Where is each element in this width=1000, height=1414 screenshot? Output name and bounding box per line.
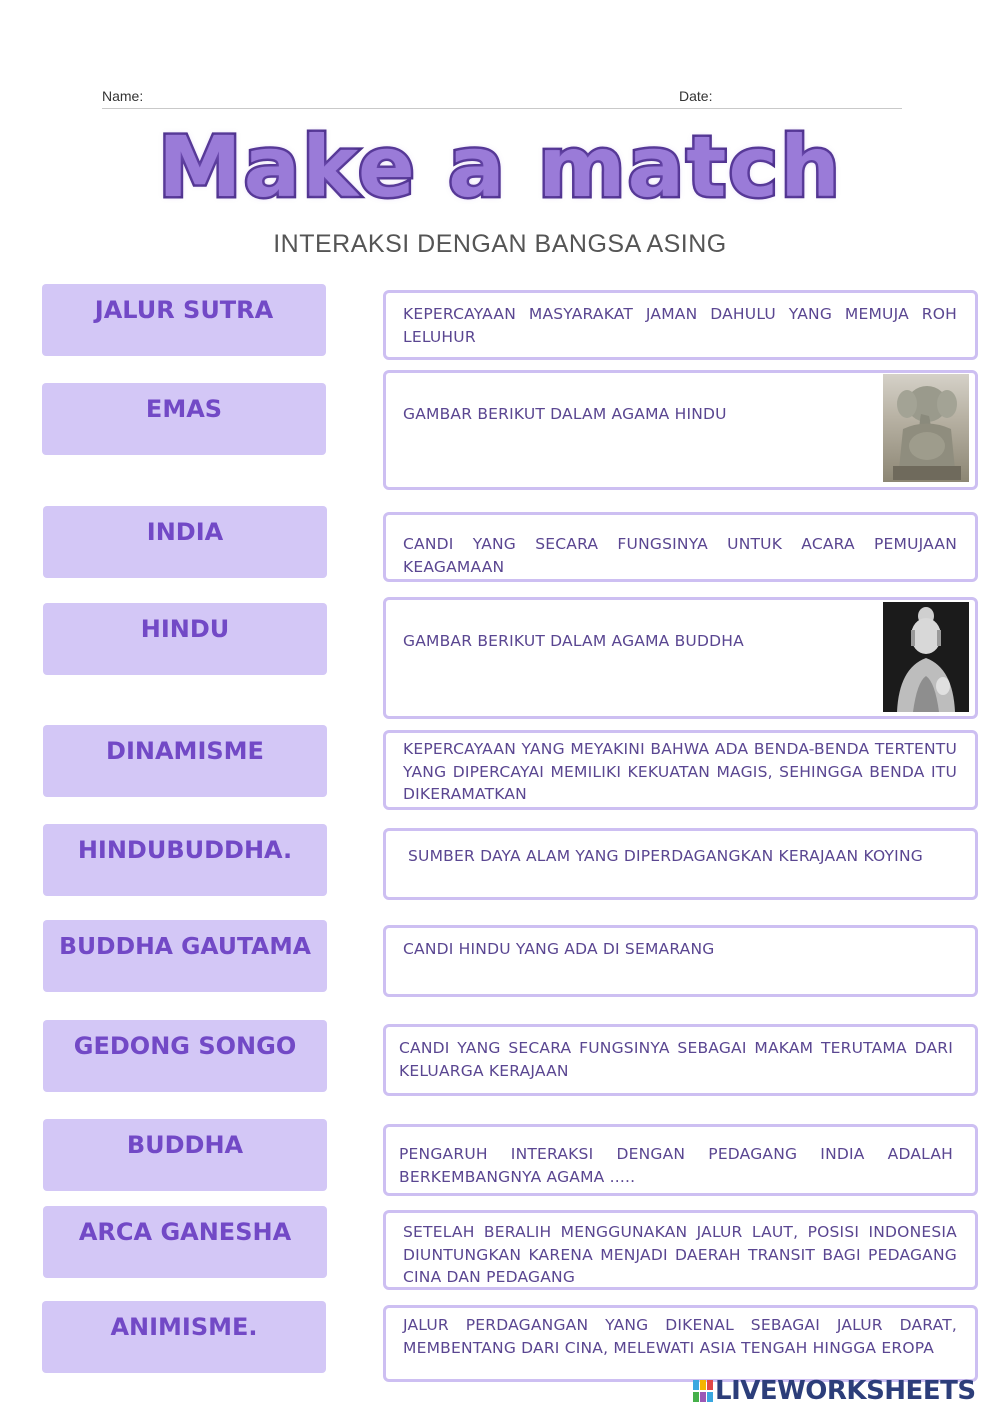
definition-text: PENGARUH INTERAKSI DENGAN PEDAGANG INDIA ADALAH BERKEMBANGNYA AGAMA ..... <box>399 1145 953 1186</box>
term-box-arca-ganesha[interactable]: ARCA GANESHA <box>43 1206 327 1278</box>
definition-box-1[interactable] <box>383 290 978 360</box>
definition-text: KEPERCAYAAN MASYARAKAT JAMAN DAHULU YANG MEMUJA ROH LELUHUR <box>403 305 957 346</box>
page-title: Make a match <box>158 118 842 216</box>
definition-box-7[interactable] <box>383 925 978 997</box>
term-box-gedong-songo[interactable]: GEDONG SONGO <box>43 1020 327 1092</box>
ganesha-statue-image <box>883 374 969 482</box>
liveworksheets-watermark <box>693 1376 993 1406</box>
header-line <box>102 108 902 109</box>
term-box-buddha[interactable]: BUDDHA <box>43 1119 327 1191</box>
definition-box-3[interactable] <box>383 512 978 582</box>
term-box-dinamisme[interactable]: DINAMISME <box>43 725 327 797</box>
buddha-statue-image <box>883 602 969 712</box>
term-box-jalur-sutra[interactable]: JALUR SUTRA <box>42 284 326 356</box>
definition-text: CANDI YANG SECARA FUNGSINYA SEBAGAI MAKAM TERUTAMA DARI KELUARGA KERAJAAN <box>399 1039 953 1080</box>
term-box-india[interactable]: INDIA <box>43 506 327 578</box>
definition-box-11[interactable] <box>383 1305 978 1382</box>
definition-text: SUMBER DAYA ALAM YANG DIPERDAGANGKAN KERAJAAN KOYING <box>408 847 923 865</box>
definition-text: GAMBAR BERIKUT DALAM AGAMA BUDDHA <box>403 632 744 650</box>
term-box-animisme[interactable]: ANIMISME. <box>42 1301 326 1373</box>
definition-text: GAMBAR BERIKUT DALAM AGAMA HINDU <box>403 405 727 423</box>
definition-box-5[interactable] <box>383 730 978 810</box>
definition-text: KEPERCAYAAN YANG MEYAKINI BAHWA ADA BENDA-BENDA TERTENTU YANG DIPERCAYAI MEMILIKI KEKUATAN MAGIS, SEHINGGA BENDA ITU DIKERAMATKAN <box>403 740 957 803</box>
definition-box-8[interactable] <box>383 1024 978 1096</box>
brand-text: LIVEWORKSHEETS <box>715 1376 976 1406</box>
definition-text: SETELAH BERALIH MENGGUNAKAN JALUR LAUT, POSISI INDONESIA DIUNTUNGKAN KARENA MENJADI DAERAH TRANSIT BAGI PEDAGANG CINA DAN PEDAGANG <box>403 1223 957 1286</box>
definition-box-10[interactable] <box>383 1210 978 1290</box>
definition-text: JALUR PERDAGANGAN YANG DIKENAL SEBAGAI JALUR DARAT, MEMBENTANG DARI CINA, MELEWATI ASIA TENGAH HINGGA EROPA <box>403 1316 957 1357</box>
page-subtitle: INTERAKSI DENGAN BANGSA ASING <box>273 230 727 258</box>
definition-text: CANDI HINDU YANG ADA DI SEMARANG <box>403 940 715 958</box>
term-box-buddha-gautama[interactable]: BUDDHA GAUTAMA <box>43 920 327 992</box>
definition-box-9[interactable] <box>383 1124 978 1196</box>
date-label: Date: <box>679 88 713 104</box>
liveworksheets-logo-icon <box>693 1380 713 1402</box>
name-label: Name: <box>102 88 144 104</box>
term-box-emas[interactable]: EMAS <box>42 383 326 455</box>
term-box-hindubuddha[interactable]: HINDUBUDDHA. <box>43 824 327 896</box>
term-box-hindu[interactable]: HINDU <box>43 603 327 675</box>
definition-text: CANDI YANG SECARA FUNGSINYA UNTUK ACARA PEMUJAAN KEAGAMAAN <box>403 535 957 576</box>
definition-box-6[interactable] <box>383 828 978 900</box>
